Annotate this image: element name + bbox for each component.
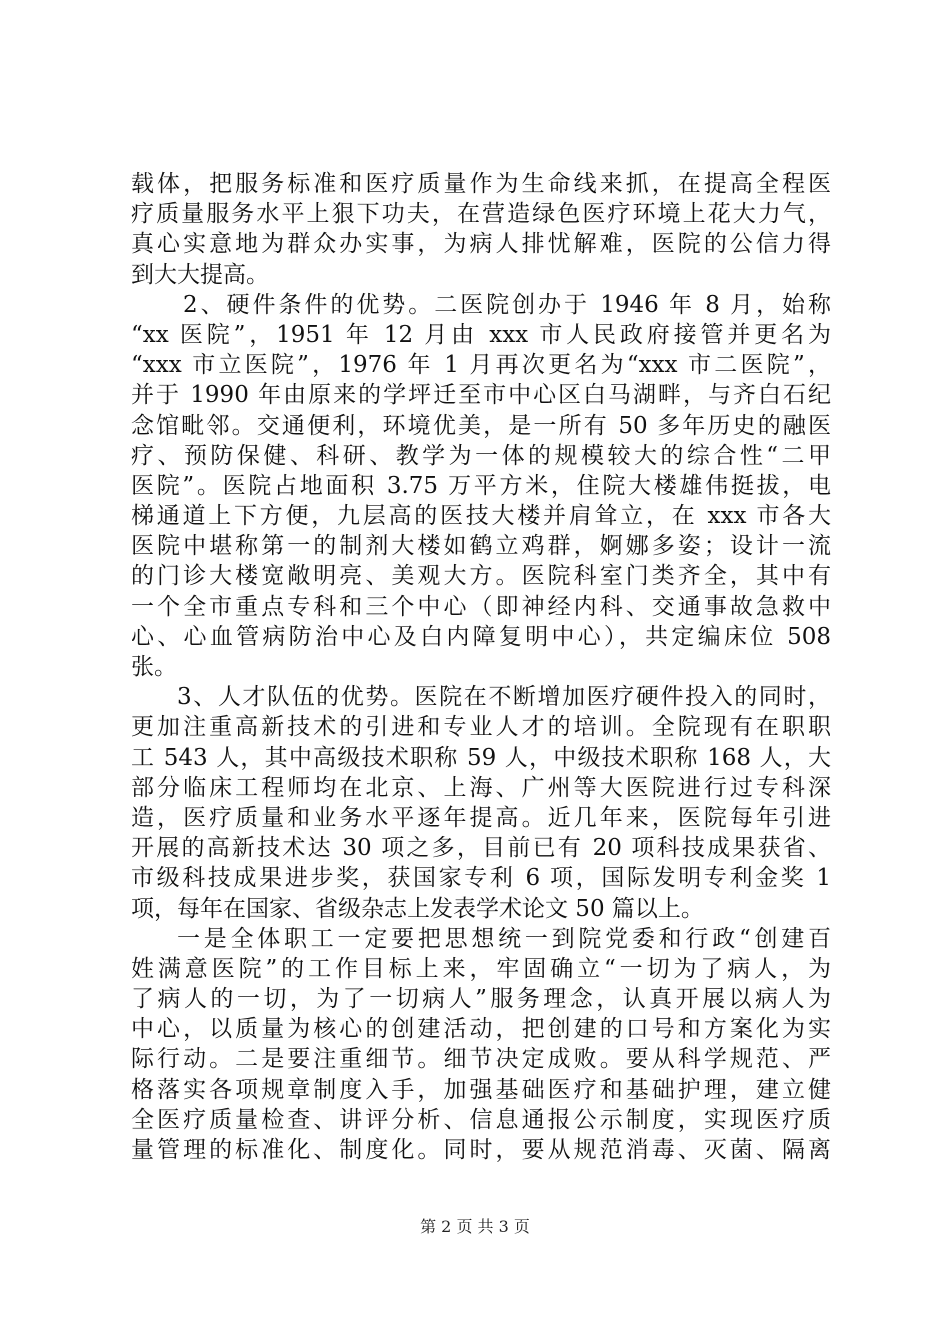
text-line: 际行动。二是要注重细节。细节决定成败。要从科学规范、严	[131, 1046, 831, 1073]
text-line: 疗质量服务水平上狠下功夫，在营造绿色医疗环境上花大力气，	[131, 201, 831, 228]
text-line: 了病人的一切，为了一切病人”服务理念，认真开展以病人为	[131, 986, 831, 1013]
text-line: 并于 1990 年由原来的学坪迁至市中心区白马湖畔，与齐白石纪	[131, 382, 831, 409]
text-line: “xx 医院”，1951 年 12 月由 xxx 市人民政府接管并更名为	[131, 321, 831, 348]
text-line: 医院”。医院占地面积 3.75 万平方米，住院大楼雄伟挺拔，电	[131, 472, 831, 499]
text-line: 到大大提高。	[131, 261, 269, 288]
text-line: 造，医疗质量和业务水平逐年提高。近几年来，医院每年引进	[131, 804, 831, 831]
text-line: 念馆毗邻。交通便利，环境优美，是一所有 50 多年历史的融医	[131, 412, 831, 439]
text-line: 一个全市重点专科和三个中心（即神经内科、交通事故急救中	[131, 593, 831, 620]
text-line: 心、心血管病防治中心及白内障复明中心），共定编床位 508	[131, 623, 831, 650]
text-line: 医院中堪称第一的制剂大楼如鹤立鸡群，婀娜多姿；设计一流	[131, 533, 831, 560]
paragraph-start-line: 一是全体职工一定要把思想统一到院党委和行政“创建百	[177, 925, 831, 952]
body-text	[131, 169, 831, 1165]
text-line: 姓满意医院”的工作目标上来，牢固确立“一切为了病人，为	[131, 955, 831, 982]
text-line: “xxx 市立医院”，1976 年 1 月再次更名为“xxx 市二医院”，	[131, 352, 831, 379]
text-line: 工 543 人，其中高级技术职称 59 人，中级技术职称 168 人，大	[131, 744, 831, 771]
text-line: 疗、预防保健、科研、教学为一体的规模较大的综合性“二甲	[131, 442, 831, 469]
text-line: 载体，把服务标准和医疗质量作为生命线来抓，在提高全程医	[131, 171, 831, 197]
text-line: 开展的高新技术达 30 项之多，目前已有 20 项科技成果获省、	[131, 835, 831, 862]
paragraph-start-line: 2、硬件条件的优势。二医院创办于 1946 年 8 月，始称	[183, 291, 831, 318]
text-line: 梯通道上下方便，九层高的医技大楼并肩耸立，在 xxx 市各大	[131, 503, 831, 530]
text-line: 项，每年在国家、省级杂志上发表学术论文 50 篇以上。	[131, 895, 704, 922]
text-line: 市级科技成果进步奖，获国家专利 6 项，国际发明专利金奖 1	[131, 865, 831, 892]
paragraph-start-line: 3、人才队伍的优势。医院在不断增加医疗硬件投入的同时，	[177, 684, 831, 711]
text-line: 更加注重高新技术的引进和专业人才的培训。全院现有在职职	[131, 714, 831, 741]
text-line: 部分临床工程师均在北京、上海、广州等大医院进行过专科深	[131, 774, 831, 801]
text-line: 真心实意地为群众办实事，为病人排忧解难，医院的公信力得	[131, 231, 831, 258]
text-line: 格落实各项规章制度入手，加强基础医疗和基础护理，建立健	[131, 1076, 831, 1103]
text-line: 中心，以质量为核心的创建活动，把创建的口号和方案化为实	[131, 1016, 831, 1043]
text-line: 量管理的标准化、制度化。同时，要从规范消毒、灭菌、隔离	[131, 1137, 831, 1163]
page-footer: 第 2 页 共 3 页	[420, 1217, 530, 1236]
text-line: 张。	[131, 654, 177, 680]
text-line: 全医疗质量检查、讲评分析、信息通报公示制度，实现医疗质	[131, 1106, 831, 1133]
text-line: 的门诊大楼宽敞明亮、美观大方。医院科室门类齐全，其中有	[131, 563, 831, 590]
